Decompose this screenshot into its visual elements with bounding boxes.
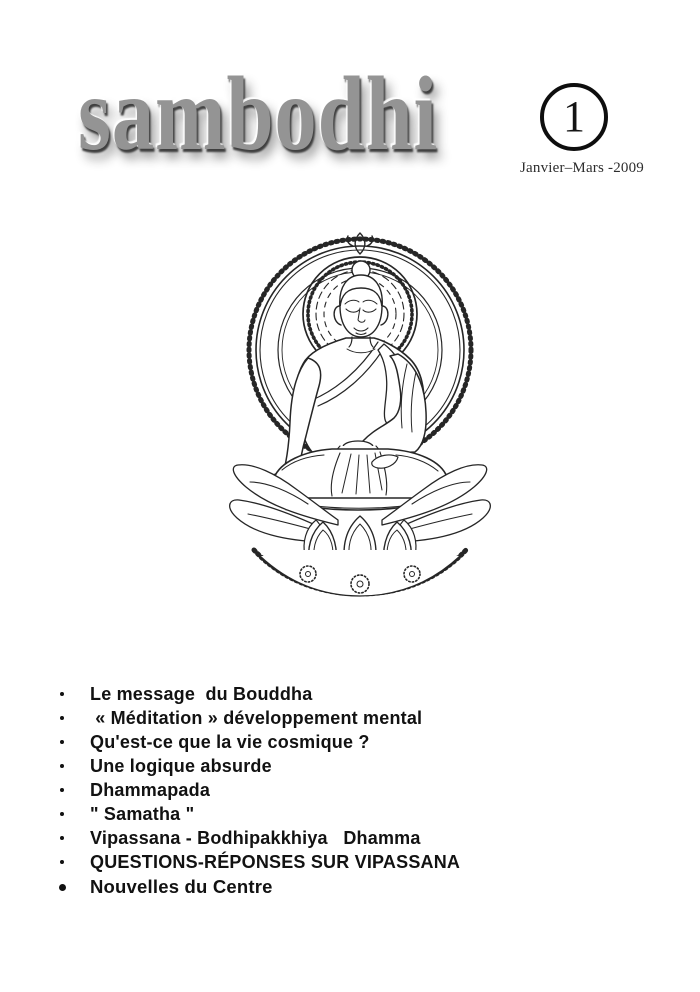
bullet-icon [57, 716, 67, 721]
toc-item-label: Le message du Bouddha [90, 683, 313, 704]
bullet-icon [57, 836, 67, 841]
buddha-illustration [220, 230, 500, 600]
toc-item [57, 850, 460, 874]
bullet-icon [57, 764, 67, 769]
issue-date: Janvier–Mars -2009 [520, 160, 644, 176]
toc-item-label: Vipassana - Bodhipakkhiya Dhamma [90, 827, 421, 848]
bullet-icon [57, 740, 67, 745]
toc-item-label: Une logique absurde [90, 755, 272, 776]
toc-item-label: Qu'est-ce que la vie cosmique ? [90, 731, 370, 752]
toc-item-label: « Méditation » développement mental [90, 707, 423, 728]
toc-item-label: " Samatha " [90, 803, 195, 824]
toc-item [57, 802, 460, 826]
buddha-lotus-drawing [220, 230, 500, 600]
bullet-icon [57, 860, 67, 865]
toc-item [57, 754, 460, 778]
bullet-icon [57, 788, 67, 793]
issue-number: 1 [563, 92, 585, 141]
toc-item-label: Nouvelles du Centre [90, 876, 273, 897]
bullet-icon [57, 884, 67, 891]
bullet-icon [57, 812, 67, 817]
toc-list [57, 682, 460, 900]
toc-item [57, 874, 460, 900]
toc-item-label: QUESTIONS-RÉPONSES SUR VIPASSANA [90, 851, 461, 872]
toc-item-label: Dhammapada [90, 779, 211, 800]
toc-item [57, 826, 460, 850]
buddha-figure [273, 261, 448, 510]
toc-item [57, 778, 460, 802]
toc-item [57, 682, 460, 706]
toc-item [57, 706, 460, 730]
bullet-icon [57, 692, 67, 697]
magazine-title: sambodhi [78, 55, 438, 172]
toc-item [57, 730, 460, 754]
issue-number-badge [540, 83, 608, 151]
